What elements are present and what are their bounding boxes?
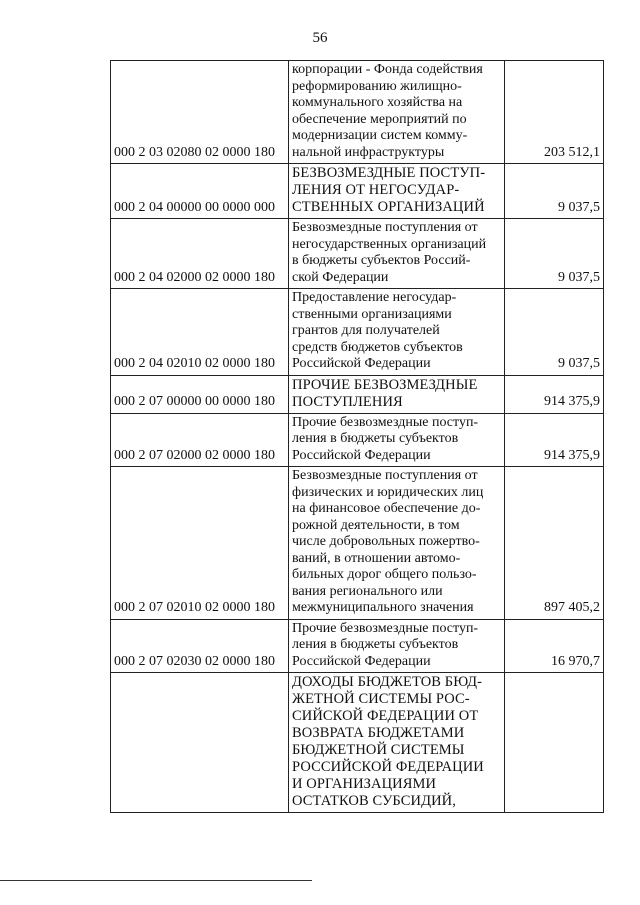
revenue-name-line: вания регионального или [292, 583, 443, 599]
revenue-name-line: межмуниципального значения [292, 600, 474, 615]
revenue-name-line: ДОХОДЫ БЮДЖЕТОВ БЮД- [292, 674, 483, 690]
revenue-name-line: обеспечение мероприятий по [292, 111, 467, 127]
table-row [111, 219, 604, 289]
amount-cell [505, 673, 604, 813]
table-row [111, 413, 604, 467]
budget-revenue-table [110, 60, 604, 813]
revenue-name-cell [289, 619, 505, 673]
revenue-name-line: рожной деятельности, в том [292, 517, 460, 533]
revenue-name-line: Российской Федерации [292, 356, 431, 371]
budget-code-cell: 000 2 07 02010 02 0000 180 [111, 467, 289, 620]
amount-cell: 16 970,7 [505, 619, 604, 673]
revenue-name-line: СТВЕННЫХ ОРГАНИЗАЦИЙ [292, 199, 485, 215]
table-body [111, 61, 604, 813]
amount-cell: 914 375,9 [505, 375, 604, 413]
revenue-name-line: физических и юридических лиц [292, 484, 484, 500]
revenue-name-line: БЮДЖЕТНОЙ СИСТЕМЫ [292, 742, 465, 758]
budget-code-cell: 000 2 04 02000 02 0000 180 [111, 219, 289, 289]
page-number: 56 [312, 30, 328, 46]
budget-code-cell: 000 2 07 02000 02 0000 180 [111, 413, 289, 467]
amount-cell: 914 375,9 [505, 413, 604, 467]
table-row [111, 61, 604, 164]
footnote-separator [0, 880, 312, 881]
revenue-name-line: ваний, в отношении автомо- [292, 550, 461, 566]
revenue-name-line: Российской Федерации [292, 653, 431, 669]
revenue-name-line: модернизации систем комму- [292, 128, 468, 143]
revenue-name-cell [289, 673, 505, 813]
revenue-name-line: ПОСТУПЛЕНИЯ [292, 393, 403, 410]
revenue-name-line: нальной инфраструктуры [292, 144, 445, 160]
budget-code-cell: 000 2 07 00000 00 0000 180 [111, 375, 289, 413]
revenue-name-line: ственными организациями [292, 306, 452, 322]
budget-code-cell: 000 2 03 02080 02 0000 180 [111, 61, 289, 164]
revenue-name-line: ПРОЧИЕ БЕЗВОЗМЕЗДНЫЕ [292, 376, 478, 393]
table-row [111, 619, 604, 673]
revenue-name-cell [289, 467, 505, 620]
revenue-name-line: Предоставление негосудар- [292, 290, 457, 305]
table-row [111, 673, 604, 813]
budget-code-cell: 000 2 04 02010 02 0000 180 [111, 289, 289, 376]
revenue-name-cell [289, 375, 505, 413]
revenue-name-line: ления в бюджеты субъектов [292, 637, 459, 652]
amount-cell: 9 037,5 [505, 164, 604, 219]
amount-cell: 203 512,1 [505, 61, 604, 164]
revenue-name-line: БЕЗВОЗМЕЗДНЫЕ ПОСТУП- [292, 165, 486, 181]
revenue-name-line: СИЙСКОЙ ФЕДЕРАЦИИ ОТ [292, 708, 479, 724]
revenue-name-line: Прочие безвозмездные поступ- [292, 620, 479, 636]
revenue-name-line: ской Федерации [292, 269, 389, 285]
revenue-name-line: средств бюджетов субъектов [292, 339, 463, 355]
amount-cell: 9 037,5 [505, 219, 604, 289]
revenue-name-line: ЖЕТНОЙ СИСТЕМЫ РОС- [292, 691, 470, 707]
revenue-name-line: Безвозмездные поступления от [292, 468, 478, 483]
table-row [111, 164, 604, 219]
revenue-name-line: грантов для получателей [292, 323, 440, 338]
budget-code-cell [111, 673, 289, 813]
revenue-name-line: числе добровольных пожертво- [292, 534, 480, 549]
revenue-name-line: Российской Федерации [292, 447, 431, 463]
budget-code-cell: 000 2 04 00000 00 0000 000 [111, 164, 289, 219]
revenue-name-line: ления в бюджеты субъектов [292, 431, 459, 446]
revenue-name-cell [289, 219, 505, 289]
revenue-name-cell [289, 164, 505, 219]
revenue-name-cell [289, 413, 505, 467]
amount-cell: 9 037,5 [505, 289, 604, 376]
revenue-name-line: негосударственных организаций [292, 236, 487, 252]
revenue-name-line: ЛЕНИЯ ОТ НЕГОСУДАР- [292, 182, 460, 198]
revenue-name-line: ВОЗВРАТА БЮДЖЕТАМИ [292, 725, 465, 741]
revenue-name-line: Безвозмездные поступления от [292, 220, 478, 235]
revenue-name-line: ОСТАТКОВ СУБСИДИЙ, [292, 793, 456, 809]
revenue-name-line: реформированию жилищно- [292, 78, 462, 94]
revenue-name-line: РОССИЙСКОЙ ФЕДЕРАЦИИ [292, 759, 484, 775]
table-row [111, 467, 604, 620]
revenue-name-line: И ОРГАНИЗАЦИЯМИ [292, 776, 437, 792]
revenue-name-line: коммунального хозяйства на [292, 95, 463, 110]
revenue-name-line: бильных дорог общего пользо- [292, 567, 477, 582]
revenue-name-line: корпорации - Фонда содействия [292, 62, 483, 77]
amount-cell: 897 405,2 [505, 467, 604, 620]
table-row [111, 289, 604, 376]
revenue-name-cell [289, 61, 505, 164]
revenue-name-line: в бюджеты субъектов Россий- [292, 253, 471, 268]
table-row [111, 375, 604, 413]
revenue-name-cell [289, 289, 505, 376]
revenue-name-line: на финансовое обеспечение до- [292, 501, 481, 516]
revenue-name-line: Прочие безвозмездные поступ- [292, 414, 479, 430]
budget-code-cell: 000 2 07 02030 02 0000 180 [111, 619, 289, 673]
